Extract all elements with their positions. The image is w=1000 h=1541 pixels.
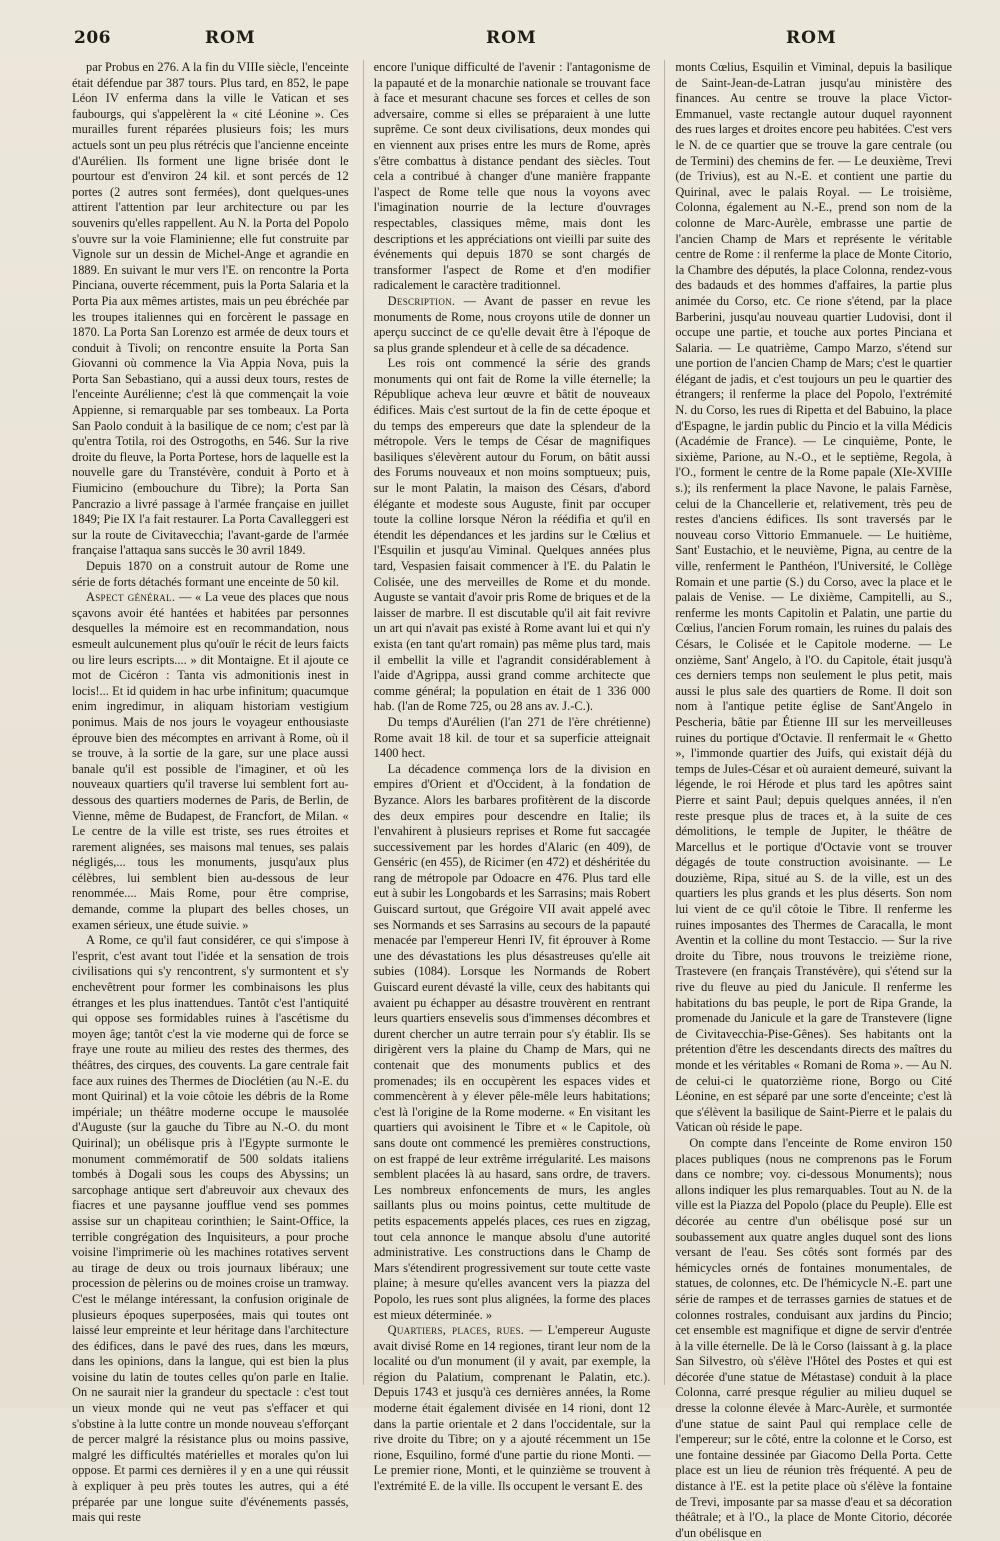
paragraph-text: — « La veue des places que nous sçavons avoir été hantées et habitées par personnes desquelles la mémoire est en recommandation, nous esmeult aulcunement plus qu'ouïr le récit de leurs faicts ou lire leurs escripts.... » dit Montaigne. Et il ajoute ce mot de Cicéron : Tanta vis admonitionis inest in locis!... Et id quidem in hac urbe infinitum; quacumque enim ingredimur, in aliquam historiam vestigium ponimus. Mais de nos jours le voyageur enthousiaste éprouve bien des mécomptes en arrivant à Rome, où il se trouve, à la sortie de la gare, sur une place aussi banale qu'il est possible de l'imaginer, et où les nouveaux quartiers qu'il traverse lui semblent fort au-dessous des quartiers modernes de Paris, de Berlin, de Vienne, même de Budapest, de Francfort, de Milan. « Le centre de la ville est triste, ses rues étroites et rarement alignées, ses maisons mal tenues, ses palais négligés,... tous les monuments, jusqu'aux plus célèbres, lui semblent bien au-dessous de leur renommée.... Mais Rome, pour être comprise, demande, comme la plupart des belles choses, un examen sérieux, une étude suivie. »	[72, 590, 349, 932]
paragraph	[374, 715, 651, 762]
paragraph	[374, 356, 651, 715]
paragraph	[72, 590, 349, 933]
running-head-left: ROM	[205, 28, 256, 48]
paragraph	[374, 294, 651, 356]
paragraph	[675, 60, 952, 1136]
column-right	[664, 60, 953, 1540]
section-heading: Aspect général.	[86, 590, 176, 605]
paragraph	[72, 933, 349, 1526]
paragraph	[72, 60, 349, 559]
paragraph-text: On compte dans l'enceinte de Rome environ 150 places publiques (nous ne comprenons pas le Forum dans ce nombre; voy. ci-dessous Monuments); nous allons indiquer les plus remarquables. Tout au N. de la ville est la Piazza del Popolo (place du Peuple). Elle est décorée au centre d'un obélisque posé sur un soubassement aux quatre angles duquel sont des lions versant de l'eau. Ses côtés sont formés par des hémicycles ornés de fontaines monumentales, de statues, de colonnes, etc. De l'hémicycle N.-E. part une série de rampes et de terrasses garnies de statues et de colonnes rostrales, conduisant aux jardins du Pincio; cet ensemble est magnifique et digne de servir d'entrée à la ville éternelle. De là le Corso (laissant à g. la place San Silvestro, où s'élève l'Hôtel des Postes et qui est décorée d'une statue de Métastase) conduit à la place Colonna, carré presque régulier au milieu duquel se dresse la colonne élevée à Marc-Aurèle, et surmontée d'une statue de saint Paul qui remplace celle de l'empereur; sur le côté, entre la colonne et le Corso, est une fontaine dessinée par Giacomo Della Porta. Cette place est un lieu de réunion très fréquenté. A peu de distance à l'E. est la petite place où s'élève la fontaine de Trevi, imposante par sa masse d'eau et sa décoration théâtrale; et à l'O., la place de Monte Citorio, décorée d'un obélisque en	[675, 1135, 953, 1540]
column-left	[72, 60, 349, 1525]
paragraph	[72, 559, 349, 590]
paragraph-text: La décadence commença lors de la division en empires d'Orient et d'Occident, à la fondation de Byzance. Alors les barbares profitèrent de la discorde des deux empires pour descendre en Italie; ils l'envahirent à plusieurs reprises et Rome fut saccagée successivement par les hordes d'Alaric (en 409), de Genséric (en 455), de Ricimer (en 472) et déshéritée du rang de métropole par Odoacre en 476. Plus tard elle eut à subir les Longobards et les Sarrasins; mais Robert Guiscard surtout, que Grégoire VII avait appelé avec ses Normands et ses Sarrasins au secours de la papauté menacée par l'empereur Henri IV, fit éprouver à Rome une des dévastations les plus désastreuses qu'elle ait subies (1084). Lorsque les Normands de Robert Guiscard eurent dévasté la ville, ceux des habitants qui avaient pu échapper au désastre trouvèrent en rentrant leurs quartiers ensevelis sous d'immenses décombres et durent chercher un autre terrain pour s'y établir. Ils se dirigèrent vers la plaine du Champ de Mars, qui ne contenait que des monuments publics et des promenades; ils en occupèrent les espaces vides et commencèrent à y élever pêle-mêle leurs habitations; c'est là l'origine de la Rome moderne. « En visitant les quartiers qui avoisinent le Tibre et « le Capitole, où sans doute ont commencé les premières constructions, on est frappé de leur extrême irrégularité. Les maisons semblent placées là au hasard, sans ordre, de travers. Les nombreux enfoncements de murs, les angles saillants plus ou moins pointus, cette multitude de petits espacements appelés places, ces rues en zigzag, tout cela annonce le manque absolu d'une autorité administrative. Les constructions dans le Champ de Mars s'étendirent progressivement sur toute cette vaste plaine; à mesure qu'elles avancent vers la piazza del Popolo, les rues sont plus alignées, la forme des places est mieux déterminée. »	[373, 761, 651, 1322]
text-columns	[72, 60, 953, 1540]
paragraph-text: monts Cœlius, Esquilin et Viminal, depuis la basilique de Saint-Jean-de-Latran jusqu'au ministère des finances. Au centre se trouve la place Victor-Emmanuel, vaste rectangle autour duquel rayonnent des rues larges et droites encore peu habitées. C'est vers le N. de ce quartier que se trouve la gare centrale (ou de Termini) des chemins de fer. — Le deuxième, Trevi (de Trivius), est au N.-E. et contient une partie du Quirinal, avec le palais Royal. — Le troisième, Colonna, également au N.-E., prend son nom de la colonne de Marc-Aurèle, embrasse une partie de l'ancien Champ de Mars et représente le véritable centre de Rome : il renferme la place de Monte Citorio, la Chambre des députés, la place Colonna, rendez-vous des badauds et des hommes d'affaires, la partie plus animée du Corso, etc. Ce rione s'étend, par la place Barberini, jusqu'au nouveau quartier Ludovisi, dont il occupe une partie, et touche aux portes Pinciana et Salaria. — Le quatrième, Campo Marzo, s'étend sur une portion de l'ancien Champ de Mars; c'est le quartier élégant de jadis, et c'est toujours un peu le quartier des étrangers; il renferme la place del Popolo, l'extrémité N. du Corso, les rues di Ripetta et del Babuino, la place d'Espagne, le jardin public du Pincio et la villa Médicis (Académie de France). — Le cinquième, Ponte, le sixième, Parione, au N.-O., et le septième, Regola, à l'O., forment le centre de la Rome papale (XIe-XVIIIe s.); ils renferment la place Navone, le palais Farnèse, celui de la Chancellerie et, relativement, très peu de restes d'anciens édifices. Ils sont traversés par le nouveau corso Vittorio Emmanuele. — Le huitième, Sant' Eustachio, et le neuvième, Pigna, au centre de la ville, renferment le Panthéon, l'Université, le Collège Romain et une partie (S.) du Corso, avec la place et le palais de Venise. — Le dixième, Campitelli, au S., renferme les monts Capitolin et Palatin, une partie du Cœlius, l'ancien Forum romain, les ruines du palais des Césars, le Colisée et le Capitole moderne. — Le onzième, Sant' Angelo, à l'O. du Capitole, était jusqu'à ces derniers temps non seulement le plus petit, mais aussi le plus sale des quartiers de Rome. Il doit son nom à l'antique petite église de Sant'Angelo in Pescheria, bâtie par Étienne III sur les merveilleuses ruines du portique d'Octavie. Il renfermait le « Ghetto », l'immonde quartier des Juifs, qui existait déjà du temps de Jules-César et où auraient demeuré, suivant la légende, le roi Hérode et plus tard les apôtres saint Pierre et saint Paul; depuis quelques années, il n'en reste presque plus de traces et, à la suite de ces démolitions, le temple de Jupiter, le théâtre de Marcellus et le portique d'Octavie vont se trouver dégagés de toute construction avoisinante. — Le douzième, Ripa, situé au S. de la ville, est un des quartiers les plus grands et les plus déserts. Son nom lui vient de ce qu'il côtoie le Tibre. Il renferme les ruines imposantes des Thermes de Caracalla, le mont Aventin et la colline du mont Testaccio. — Sur la rive droite du Tibre, nous trouvons le treizième rione, Trastevere (en français Transtévère), qui s'étend sur la rive du fleuve au pied du Janicule. Il renferme les habitations du bas peuple, le port de Ripa Grande, la promenade du Janicule et la gare de Transtevere (ligne de Civitavecchia-Pise-Gênes). Ses habitants ont la prétention d'être les descendants directs des maîtres du monde et les véritables « Romani de Roma ». — Au N. de celui-ci le quatorzième rione, Borgo ou Cité Léonine, en est séparé par une sorte d'enceinte; c'est là que s'élèvent la basilique de Saint-Pierre et le palais du Vatican où réside le pape.	[675, 60, 953, 1135]
paragraph-text: Du temps d'Aurélien (l'an 271 de l'ère chrétienne) Rome avait 18 kil. de tour et sa superficie atteignait 1400 hect.	[373, 714, 651, 761]
paragraph-text: encore l'unique difficulté de l'avenir : l'antagonisme de la papauté et de la monarchie nationale se trouvant face à face et mesurant chacune ses forces et celles de son adversaire, comme si elles se préparaient à une lutte suprême. Ce sont deux civilisations, deux mondes qui en viennent aux prises entre les murs de Rome, après s'être combattus à distance pendant des siècles. Tout cela a contribué à changer d'une manière frappante l'aspect de Rome telle que nous la voyons avec l'imagination nourrie de la lecture d'ouvrages respectables, classiques même, mais dont les descriptions et les appréciations ont vieilli par suite des événements qui depuis 1870 se sont chargés de transformer l'aspect de Rome et d'en modifier radicalement le caractère traditionnel.	[373, 60, 651, 293]
paragraph	[675, 1136, 952, 1541]
column-middle	[363, 60, 651, 1494]
running-head-center: ROM	[486, 28, 537, 48]
paragraph	[374, 762, 651, 1323]
paragraph-text: A Rome, ce qu'il faut considérer, ce qui s'impose à l'esprit, c'est avant tout l'idée et la sensation de trois civilisations qui s'y rencontrent, s'y surmontent et s'y enchevêtrent pour former les combinaisons les plus étranges et les plus inattendues. Tantôt c'est l'antiquité qui oppose ses formidables ruines à l'ascétisme du moyen âge; tantôt c'est la vie moderne qui de force se fraye une route au milieu des restes des thermes, des théâtres, des cirques, des couvents. La gare centrale fait face aux ruines des Thermes de Dioclétien (au N.-E. du mont Quirinal) et la voie côtoie les débris de la Rome impériale; un théâtre moderne occupe le mausolée d'Auguste (sur la gauche du Tibre au N.-O. du mont Quirinal); un obélisque pris à l'Egypte surmonte le monument commémoratif de 500 soldats italiens tombés à Dogali sous les coups des Abyssins; un sarcophage antique sert d'abreuvoir aux chevaux des fiacres et une paysanne joufflue vend ses pommes assise sur un chapiteau corinthien; le Saint-Office, la terrible congrégation des Inquisiteurs, a pour proche voisine l'imprimerie où les machines rotatives servent au tirage de deux ou trois journaux libéraux; une procession de pèlerins ou de moines croise un tramway. C'est le mélange intéressant, la confusion originale de plusieurs époques superposées, mais qui toutes ont laissé leur empreinte et leur héritage dans l'architecture des édifices, dans le pavé des rues, dans les mœurs, dans les opinions, dans la langue, qui est bien la plus voisine du latin de toutes celles qu'on parle en Italie. On ne saurait nier la grandeur du spectacle : c'est tout un vieux monde qui ne veut pas s'effacer et qui s'obstine à la lutte contre un monde nouveau s'efforçant de percer malgré la résistance plus ou moins passive, malgré les difficultés matérielles et morales qu'on lui oppose. Et parmi ces dernières il y en a une qui réussit à expliquer à peu près toutes les autres, qui a été préparée par une longue suite d'événements passés, mais qui reste	[72, 933, 349, 1525]
running-head-right: ROM	[786, 28, 837, 48]
paragraph	[374, 1323, 651, 1495]
section-heading: Description.	[387, 293, 456, 308]
paragraph-text: — L'empereur Auguste avait divisé Rome en 14 regiones, tirant leur nom de la localité ou d'un monument (il y avait, par exemple, la région du Palatium, comprenant le Palatin, etc.). Depuis 1743 et jusqu'à ces dernières années, la Rome moderne était également divisée en 14 rioni, dont 12 dans la partie orientale et 2 dans l'occidentale, sur la rive droite du Tibre; on y a ajouté récemment un 15e rione, Esquilino, formé d'une partie du rione Monti. — Le premier rione, Monti, et le quinzième se trouvent à l'extrémité E. de la ville. Ils occupent le versant E. des	[373, 1323, 651, 1494]
page-header	[0, 26, 1000, 56]
paragraph-text: Depuis 1870 on a construit autour de Rome une série de forts détachés formant une enceinte de 50 kil.	[72, 559, 349, 589]
paragraph-text: par Probus en 276. A la fin du VIIIe siècle, l'enceinte était défendue par 387 tours. Plus tard, en 852, le pape Léon IV enferma dans la ville le Vatican et ses faubourgs, qui s'appelèrent la « cité Léonine ». Ces murailles furent réparées plusieurs fois; les murs actuels sont un peu plus rétrécis que l'ancienne enceinte d'Aurélien. Ils forment une ligne brisée dont le pourtour est d'environ 24 kil. et sont percés de 12 portes (2 autres sont fermées), dont quelques-unes attirent l'attention par leur architecture ou par les souvenirs qu'elles rappellent. Au N. la Porta del Popolo s'ouvre sur la voie Flaminienne; elle fut construite par Vignole sur un dessin de Michel-Ange et agrandie en 1889. En suivant le mur vers l'E. on rencontre la Porta Pinciana, ouverte récemment, puis la Porta Salaria et la Porta Pia aux mêmes artistes, mais un peu ébréchée par les troupes italiennes qui en forcèrent le passage en 1870. La Porta San Lorenzo est armée de deux tours et conduit à Tivoli; on rencontre ensuite la Porta San Giovanni où commence la Via Appia Nova, puis la Porta San Sebastiano, qui a aussi deux tours, restes de l'enceinte Aurélienne; c'est là que commençait la voie Appienne, si remarquable par ses tombeaux. La Porta San Paolo conduit à la basilique de ce nom; c'est par là qu'entra Totila, roi des Ostrogoths, en 546. Sur la rive droite du fleuve, la Porta Portese, hors de laquelle est la nouvelle gare du Transtévère, conduit à Porto et à Fiumicino (embouchure du Tibre); la Porta San Pancrazio a livré passage à l'armée française en juillet 1849; Pie IX l'a fait restaurer. La Porta Cavalleggeri est sur la route de Civitavecchia; l'avant-garde de l'armée française l'attaqua sans succès le 30 avril 1849.	[72, 60, 349, 558]
section-heading: Quartiers, places, rues.	[387, 1323, 525, 1338]
paragraph	[374, 60, 651, 294]
paragraph-text: — Avant de passer en revue les monuments de Rome, nous croyons utile de donner un aperçu succinct de ce qu'elle devait être à l'époque de sa plus grande splendeur et à celle de sa décadence.	[373, 293, 651, 355]
page-number: 206	[74, 28, 111, 48]
paragraph-text: Les rois ont commencé la série des grands monuments qui ont fait de Rome la ville éternelle; la République acheva leur œuvre et bâtit de nouveaux édifices. Mais c'est surtout de la fin de cette époque et du temps des empereurs que date la splendeur de la métropole. Vers le temps de César de magnifiques basiliques s'élevèrent autour du Forum, on bâtit aussi des Forums nouveaux et non moins somptueux; puis, sur le mont Palatin, la maison des Césars, d'abord élégante et modeste sous Auguste, finit par occuper toute la colline lorsque Néron la réédifia et qu'il en étendit les dépendances et les jardins sur le Cœlius et l'Esquilin et jusqu'au Viminal. Quelques années plus tard, Vespasien faisait commencer à l'E. du Palatin le Colisée, une des merveilles de Rome et du monde. Auguste se vantait d'avoir pris Rome de briques et de la laisser de marbre. Il est discutable qu'il ait fait revivre un art qui n'avait pas existé à Rome avant lui et qui n'y exista (en tant qu'art romain) pas même plus tard, mais il embellit la ville et l'agrandit considérablement à l'aide d'Agrippa, aussi grand comme architecte que comme général; la population en était de 1 336 000 hab. (l'an de Rome 725, ou 28 ans av. J.-C.).	[373, 356, 651, 714]
